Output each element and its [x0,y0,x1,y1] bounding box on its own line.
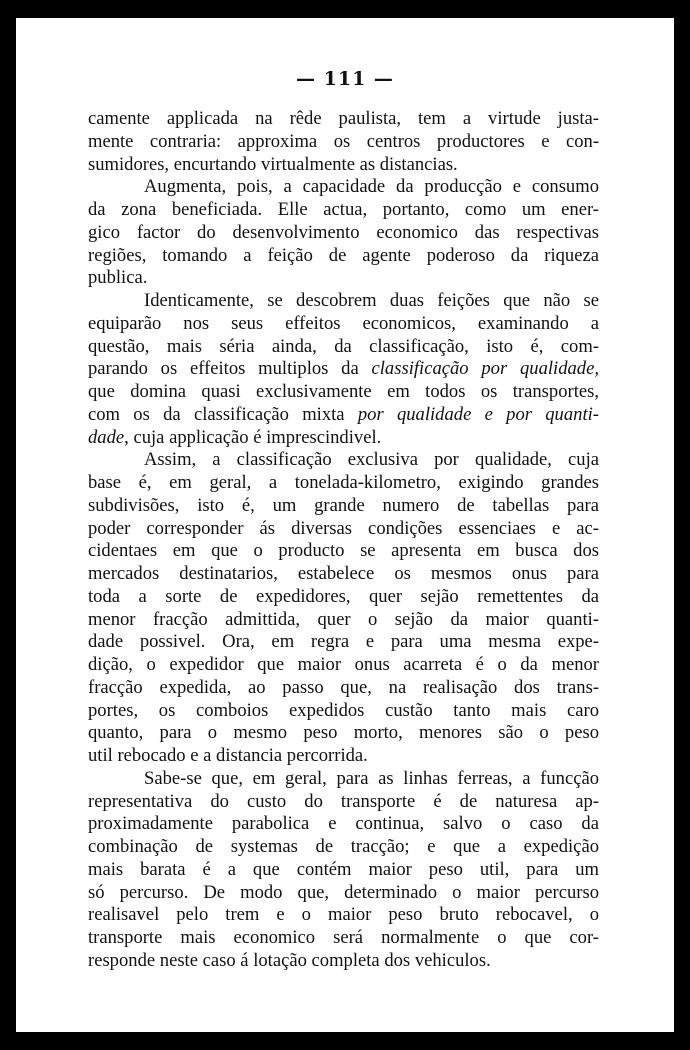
text-line: camente applicada na rêde paulista, tem a virtude justa- [88,108,599,129]
text-line: toda a sorte de expedidores, quer sejão remettentes da [88,585,599,607]
text-line: Identicamente, se descobrem duas feições que não se [144,290,599,311]
text-line: só percurso. De modo que, determinado o maior percurso [88,881,599,903]
paragraph-5 [88,768,599,973]
italic-fragment: classificação por qualidade, [371,358,599,380]
text-line: dição, o expedidor que maior onus acarreta é o da menor [88,654,599,675]
text-line: combinação de systemas de tracção; e que a expedição [88,836,599,857]
text-line: Augmenta, pois, a capacidade da producção e consumo [144,176,599,198]
text-line: cidentaes em que o producto se apresenta em busca dos [88,540,599,562]
text-line: quanto, para o mesmo peso morto, menores são o peso [88,722,599,744]
text-line: portes, os comboios expedidos custão tanto mais caro [88,699,599,721]
text-line: poder corresponder ás diversas condições essenciaes e ac- [88,517,599,539]
text-line-mixed [88,358,599,381]
paragraph-1 [88,108,599,176]
text-fragment: com os da classificação mixta [88,403,358,425]
text-line: menor fracção admittida, quer o sejão da maior quanti- [88,608,599,630]
text-fragment: parando os effeitos multiplos da [88,358,372,380]
text-line-mixed [88,427,599,450]
text-line: util rebocado e a distancia percorrida. [88,745,368,766]
text-line: regiões, tomando a feição de agente poderoso da riqueza [88,244,599,266]
text-line: representativa do custo do transporte é de naturesa ap- [88,790,599,812]
text-line: dade possivel. Ora, em regra e para uma mesma expe- [88,631,599,653]
text-line: mente contraria: approxima os centros productores e con- [88,130,599,152]
italic-fragment: dade [88,426,125,448]
text-line: fracção expedida, ao passo que, na realisação dos trans- [88,676,599,698]
text-line: transporte mais economico será normalmente o que cor- [88,927,599,948]
text-line: subdivisões, isto é, um grande numero de tabellas para [88,494,599,516]
text-line: publica. [88,267,148,289]
text-line: que domina quasi exclusivamente em todos os transportes, [88,381,599,402]
text-line: Sabe-se que, em geral, para as linhas ferreas, a funcção [144,767,599,789]
text-line: mercados destinatarios, estabelece os mesmos onus para [88,563,599,584]
text-line: questão, mais séria ainda, da classificação, isto é, com- [88,335,599,357]
body-text [88,108,599,973]
text-line: gico factor do desenvolvimento economico das respectivas [88,221,599,243]
text-line: sumidores, encurtando virtualmente as distancias. [88,153,458,175]
text-fragment: , cuja applicação é imprescindivel. [124,426,382,448]
book-page [16,18,674,1032]
text-line: proximadamente parabolica e continua, salvo o caso da [88,813,599,835]
text-line: da zona beneficiada. Elle actua, portanto, como um ener- [88,199,599,220]
page-number: — 111 — [296,68,394,90]
text-line: equiparão nos seus effeitos economicos, examinando a [88,312,599,334]
text-line-mixed [88,404,599,427]
text-line: realisavel pelo trem e o maior peso bruto rebocavel, o [88,904,599,926]
paragraph-3 [88,290,599,449]
text-line: Assim, a classificação exclusiva por qualidade, cuja [144,449,599,471]
paragraph-2 [88,176,599,290]
paragraph-4 [88,449,599,768]
text-line: responde neste caso á lotação completa dos vehiculos. [88,949,491,971]
text-line: base é, em geral, a tonelada-kilometro, exigindo grandes [88,472,599,493]
text-line: mais barata é a que contém maior peso util, para um [88,858,599,880]
italic-fragment: por qualidade e por quanti- [357,403,599,425]
